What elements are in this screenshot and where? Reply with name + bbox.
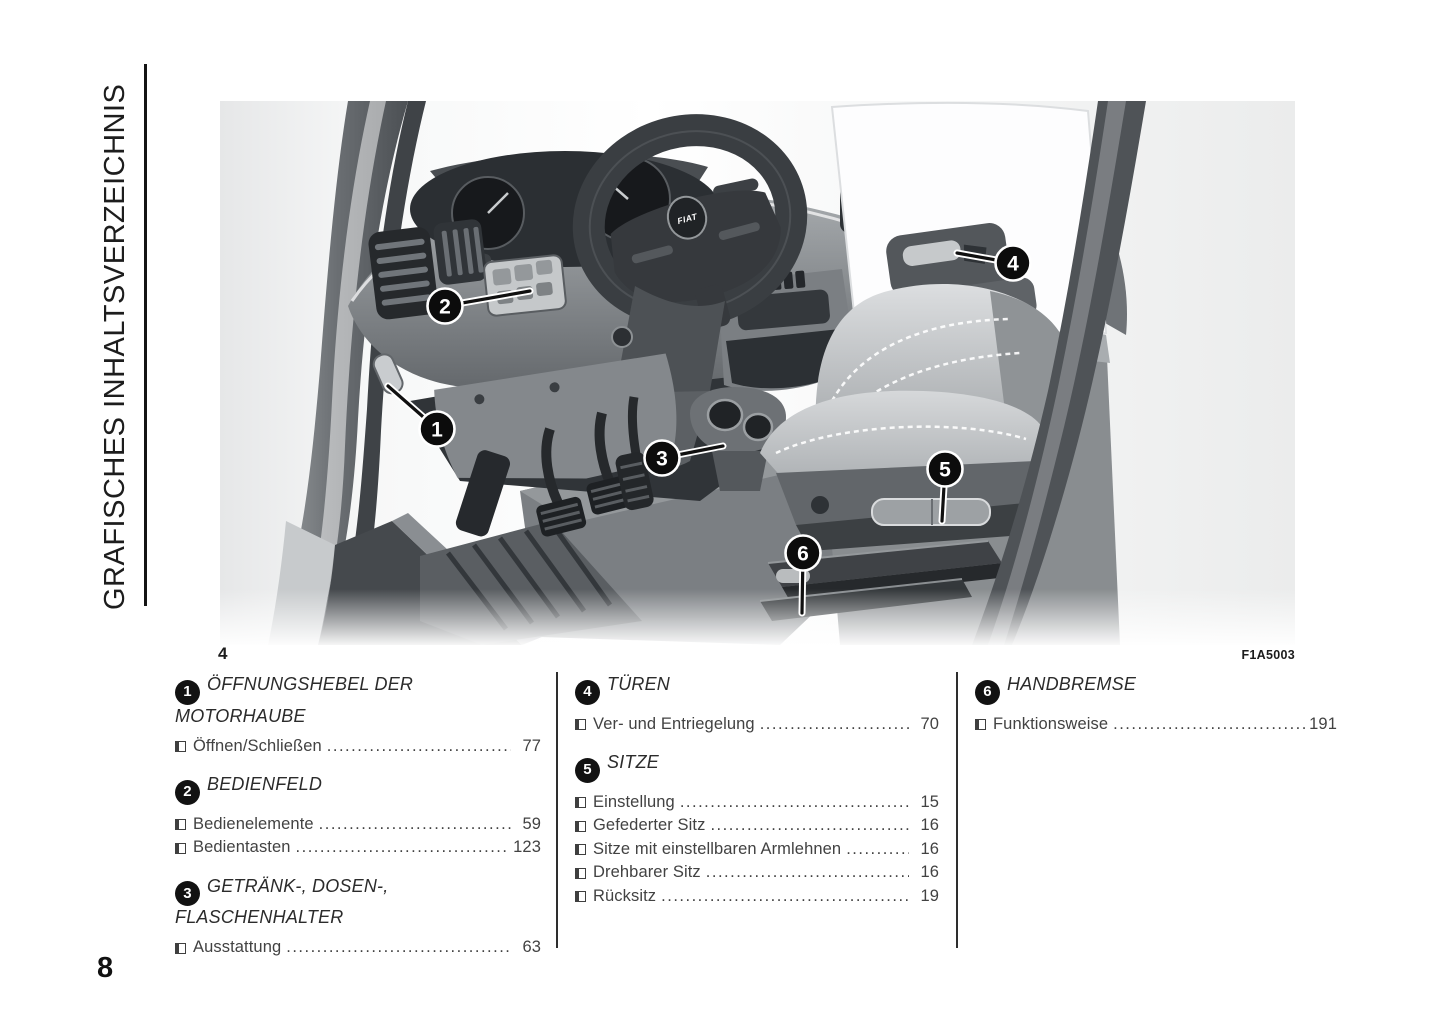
- interior-illustration: [220, 101, 1295, 645]
- list-marker-box-icon: [175, 843, 186, 854]
- toc-entry: Sitze mit einstellbaren Armlehnen ..... 16: [575, 838, 939, 862]
- toc-column-1: [175, 673, 541, 975]
- dot-leader: [710, 814, 909, 838]
- toc-section-heading: [175, 673, 541, 727]
- section-title: SITZE: [607, 752, 660, 772]
- toc-entry: Gefederter Sitz ..... 16: [575, 814, 939, 838]
- list-marker-box-icon: [575, 891, 586, 902]
- toc-section-heading: [575, 673, 939, 705]
- list-marker-box-icon: [575, 868, 586, 879]
- toc-section-heading: [175, 773, 541, 805]
- control-panel-buttons: [483, 255, 566, 317]
- toc-entry: Ausstattung ..... 63: [175, 936, 541, 960]
- fiat-badge-text: FIAT: [676, 211, 699, 227]
- list-marker-box-icon: [575, 797, 586, 808]
- toc-page-ref: 15: [920, 792, 939, 811]
- toc-entry: Funktionsweise ..... 191: [975, 713, 1337, 737]
- figure-code: F1A5003: [1241, 648, 1295, 662]
- list-marker-box-icon: [175, 819, 186, 830]
- callout-6-number: 6: [797, 542, 809, 566]
- figure-caption-row: [218, 644, 1295, 664]
- dot-leader: [319, 813, 511, 837]
- callout-3-number: 3: [656, 447, 668, 471]
- chapter-title-text: GRAFISCHES INHALTSVERZEICHNIS: [98, 83, 131, 610]
- toc-entry: Öffnen/Schließen ..... 77: [175, 735, 541, 759]
- figure-caption-number: 4: [218, 644, 228, 663]
- list-marker-box-icon: [575, 821, 586, 832]
- toc-entry: Rücksitz ..... 19: [575, 885, 939, 909]
- toc-page-ref: 70: [920, 714, 939, 733]
- section-number-badge: 4: [575, 680, 600, 705]
- toc-entry: Einstellung ..... 15: [575, 791, 939, 815]
- dot-leader: [680, 791, 909, 815]
- list-marker-box-icon: [175, 741, 186, 752]
- list-marker-box-icon: [575, 844, 586, 855]
- callout-1-number: 1: [431, 418, 443, 442]
- section-title: GETRÄNK-, DOSEN-, FLASCHENHALTER: [175, 875, 389, 927]
- dot-leader: [760, 713, 909, 737]
- column-separator: [556, 672, 558, 948]
- toc-page-ref: 63: [522, 938, 541, 956]
- callout-5-number: 5: [939, 458, 951, 482]
- toc-page-ref: 123: [513, 838, 541, 856]
- section-title: TÜREN: [607, 674, 670, 694]
- section-title: ÖFFNUNGSHEBEL DER MOTORHAUBE: [175, 674, 414, 726]
- callout-2-number: 2: [439, 295, 451, 319]
- toc-page-ref: 191: [1309, 714, 1337, 733]
- toc-page-ref: 16: [920, 863, 939, 881]
- toc-entry: Bedienelemente ..... 59: [175, 813, 541, 837]
- list-marker-box-icon: [975, 719, 986, 730]
- air-vent-center: [433, 218, 488, 285]
- dot-leader: [706, 861, 909, 885]
- dot-leader: [286, 936, 511, 960]
- toc-section-heading: [975, 673, 1337, 705]
- toc-page-ref: 77: [522, 736, 541, 755]
- list-marker-box-icon: [575, 719, 586, 730]
- chapter-title-rule: [144, 64, 147, 606]
- toc-section-heading: [175, 875, 541, 929]
- dot-leader: [1113, 713, 1306, 737]
- toc-column-2: [575, 673, 939, 923]
- page-number: 8: [97, 952, 114, 984]
- toc-page-ref: 19: [920, 886, 939, 905]
- section-number-badge: 3: [175, 881, 200, 906]
- dot-leader: [327, 735, 511, 759]
- toc-entry: Drehbarer Sitz ..... 16: [575, 861, 939, 885]
- toc-entry: Ver- und Entriegelung ..... 70: [575, 713, 939, 737]
- section-number-badge: 5: [575, 758, 600, 783]
- callout-4-number: 4: [1007, 252, 1019, 276]
- toc-section-heading: [575, 751, 939, 783]
- section-title: HANDBREMSE: [1007, 674, 1137, 694]
- dot-leader: [661, 885, 909, 909]
- section-number-badge: 6: [975, 680, 1000, 705]
- dot-leader: [846, 838, 909, 862]
- section-title: BEDIENFELD: [207, 774, 323, 794]
- dot-leader: [296, 836, 511, 860]
- toc-page-ref: 59: [522, 814, 541, 833]
- toc-page-ref: 16: [920, 816, 939, 834]
- interior-illustration-svg: [220, 101, 1295, 645]
- toc-entry: Bedientasten ..... 123: [175, 836, 541, 860]
- column-separator: [956, 672, 958, 948]
- chapter-title-vertical: [86, 64, 144, 610]
- toc-page-ref: 16: [920, 839, 939, 858]
- toc-column-3: [975, 673, 1337, 751]
- section-number-badge: 2: [175, 780, 200, 805]
- list-marker-box-icon: [175, 943, 186, 954]
- section-number-badge: 1: [175, 680, 200, 705]
